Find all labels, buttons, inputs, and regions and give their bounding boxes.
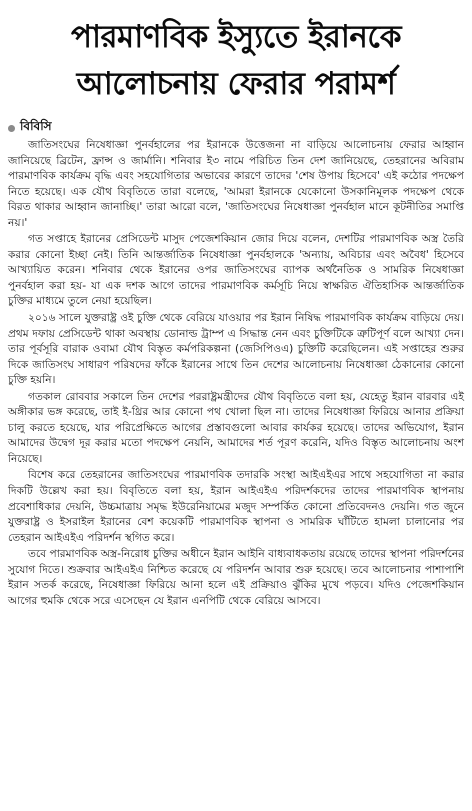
article-paragraph: জাতিসংঘের নিষেধাজ্ঞা পুনর্বহালের পর ইরানকে উত্তেজনা না বাড়িয়ে আলোচনায় ফেরার আহ্বান জানিয়েছে ব্রিটেন, ফ্রান্স ও জার্মানি। শনিবার ই৩ নামে পরিচিত তিন দেশ জানিয়েছে, তেহরানের অবিরাম পারমাণবিক কার্যক্রম বৃদ্ধি এবং সহযোগিতার অভাবের কারণে তাদের 'শেষ উপায় হিসেবে' এই কঠোর পদক্ষেপ নিতে হয়েছে। এক যৌথ বিবৃতিতে তারা বলেছে, 'আমরা ইরানকে যেকোনো উসকানিমূলক পদক্ষেপ থেকে বিরত থাকার আহ্বান জানাচ্ছি।' তারা আরো বলে, 'জাতিসংঘের নিষেধাজ্ঞা পুনর্বহাল মানে কূটনীতির সমাপ্তি নয়।': [8, 139, 464, 229]
source-byline: [8, 120, 464, 136]
article-paragraph: গত সপ্তাহে ইরানের প্রেসিডেন্ট মাসুদ পেজেশকিয়ান জোর দিয়ে বলেন, দেশটির পারমাণবিক অস্ত্র তৈরি করার কোনো ইচ্ছা নেই। তিনি আন্তর্জাতিক নিষেধাজ্ঞা পুনর্বহালকে 'অন্যায়, অবিচার এবং অবৈধ' হিসেবে আখ্যায়িত করেন। শনিবার থেকে ইরানের ওপর জাতিসংঘের ব্যাপক অর্থনৈতিক ও সামরিক নিষেধাজ্ঞা পুনর্বহাল করা হয়- যা এক দশক আগে তাদের পারমাণবিক কর্মসূচি নিয়ে স্বাক্ষরিত ঐতিহাসিক আন্তর্জাতিক চুক্তির মাধ্যমে তুলে নেয়া হয়েছিল।: [8, 233, 464, 308]
article-paragraph: ২০১৬ সালে যুক্তরাষ্ট্র ওই চুক্তি থেকে বেরিয়ে যাওয়ার পর ইরান নিষিদ্ধ পারমাণবিক কার্যক্রম বাড়িয়ে দেয়। প্রথম দফায় প্রেসিডেন্ট থাকা অবস্থায় ডোনাল্ড ট্রাম্প এ সিদ্ধান্ত নেন এবং চুক্তিটিকে ত্রুটিপূর্ণ বলে আখ্যা দেন। তার পূর্বসূরি বারাক ওবামা যৌথ বিস্তৃত কর্মপরিকল্পনা (জেসিপিওএ) চুক্তিটি করেছিলেন। এই সপ্তাহের শুরুর দিকে জাতিসংঘ সাধারণ পরিষদের ফাঁকে ইরানের সাথে তিন দেশের আলোচনায় নিষেধাজ্ঞা ঠেকানোর কোনো চুক্তি হয়নি।: [8, 312, 464, 387]
article-headline: পারমাণবিক ইস্যুতে ইরানকে আলোচনায় ফেরার পরামর্শ: [70, 19, 402, 102]
article-paragraph: বিশেষ করে তেহরানের জাতিসংঘের পারমাণবিক তদারকি সংস্থা আইএইএর সাথে সহযোগিতা না করার দিকটি উল্লেখ করা হয়। বিবৃতিতে বলা হয়, ইরান আইএইএ পরিদর্শকদের তাদের পারমাণবিক স্থাপনায় প্রবেশাধিকার দেয়নি, উচ্চমাত্রায় সমৃদ্ধ ইউরেনিয়ামের মজুদ সম্পর্কিত কোনো প্রতিবেদনও দেয়নি। গত জুনে যুক্তরাষ্ট্র ও ইসরাইল ইরানের বেশ কয়েকটি পারমাণবিক স্থাপনা ও সামরিক ঘাঁটিতে হামলা চালানোর পর তেহরান আইএইএ পরিদর্শন স্থগিত করে।: [8, 469, 464, 544]
source-name: বিবিসি: [20, 119, 52, 133]
article-paragraph: গতকাল রোববার সকালে তিন দেশের পররাষ্ট্রমন্ত্রীদের যৌথ বিবৃতিতে বলা হয়, যেহেতু ইরান বারবার এই অঙ্গীকার ভঙ্গ করেছে, তাই ই-থ্রির আর কোনো পথ খোলা ছিল না। তাদের নিষেধাজ্ঞা ফিরিয়ে আনার প্রক্রিয়া চালু করতে হয়েছে, যার পরিপ্রেক্ষিতে আগের প্রস্তাবগুলো আবার কার্যকর হয়েছে। তাদের অভিযোগ, ইরান আমাদের উদ্বেগ দূর করার মতো পদক্ষেপ নেয়নি, আমাদের শর্ত পূরণ করেনি, যদিও বিস্তৃত আলোচনায় অংশ নিয়েছে।: [8, 390, 464, 465]
article-paragraph: তবে পারমাণবিক অস্ত্র-নিরোধ চুক্তির অধীনে ইরান আইনি বাধ্যবাধকতায় রয়েছে তাদের স্থাপনা পরিদর্শনের সুযোগ দিতে। শুক্রবার আইএইএ নিশ্চিত করেছে যে পরিদর্শন আবার শুরু হয়েছে। তবে আলোচনার পাশাপাশি ইরান সতর্ক করেছে, নিষেধাজ্ঞা ফিরিয়ে আনা হলে এই প্রক্রিয়াও ঝুঁকির মুখে পড়বে। যদিও পেজেশকিয়ান আগের হুমকি থেকে সরে এসেছেন যে ইরান এনপিটি থেকে বেরিয়ে আসবে।: [8, 548, 464, 607]
bullet-icon: [8, 125, 15, 132]
article-body: [8, 138, 464, 609]
